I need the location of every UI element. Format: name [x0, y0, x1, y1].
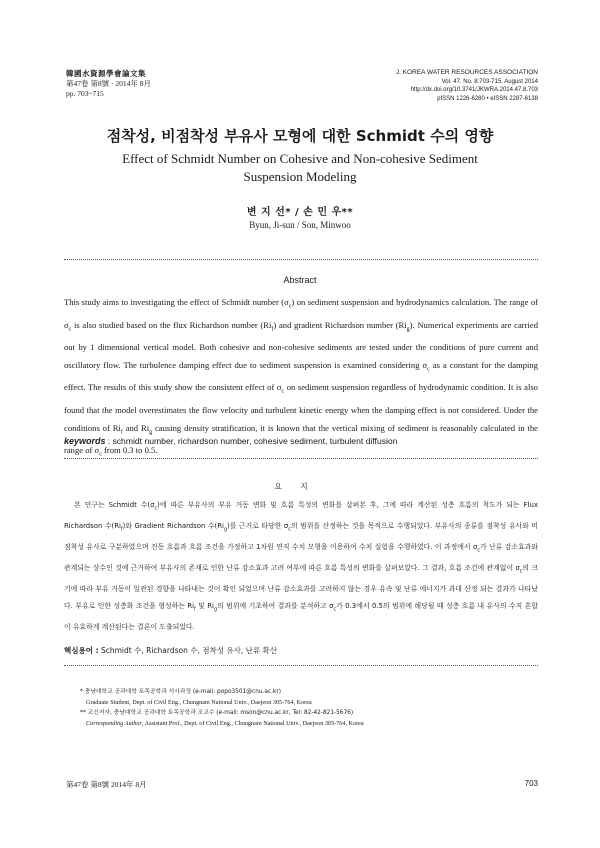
- footer-volume: 第47卷 第8號 2014年 8月: [66, 780, 147, 789]
- journal-header-korean: [66, 69, 151, 99]
- page-number: 703: [524, 779, 538, 788]
- volume-line: 第47卷 第8號 · 2014年 8月: [66, 79, 151, 88]
- footnote-1-korean: * 충남대학교 공과대학 토목공학과 석사과정 (e-mail: popo3501@cnu.ac.kr): [80, 689, 282, 695]
- keywords-line: [64, 436, 538, 446]
- journal-name: 韓國水資源學會論文集: [66, 69, 146, 78]
- divider-dotted: [64, 259, 538, 260]
- authors-english: Byun, Ji-sun / Son, Minwoo: [249, 220, 351, 230]
- journal-title-en: J. KOREA WATER RESOURCES ASSOCIATION: [395, 69, 538, 76]
- journal-header-english: [396, 69, 538, 103]
- authors-korean: 변 지 선* / 손 민 우**: [246, 207, 354, 218]
- title-english: [60, 150, 540, 186]
- footnote-2-english: Corresponding Author, Assistant Prof., Dept. of Civil Eng., Chungnam National Univ., Daejeon 305-764, Korea: [86, 719, 364, 727]
- footnote-2-korean: ** 교신저자, 충남대학교 공과대학 토목공학과 조교수 (e-mail: mson@cnu.ac.kr, Tel: 82-42-821-5676): [80, 710, 354, 716]
- keywords-korean-text: Schmidt 수, Richardson 수, 점착성 유사, 난류 확산: [98, 646, 277, 655]
- keywords-label: keywords: [64, 436, 106, 446]
- volume-en: Vol. 47. No. 8:703-715, August 2014: [441, 78, 538, 85]
- keywords-text: : schmidt number, richardson number, cohesive sediment, turbulent diffusion: [107, 436, 398, 446]
- title-korean: 점착성, 비점착성 부유사 모형에 대한 Schmidt 수의 영향: [106, 127, 494, 145]
- keywords-korean-label: 핵심용어 :: [64, 646, 99, 655]
- divider-dotted: [64, 458, 538, 459]
- footnote-1-english: Graduate Student, Dept. of Civil Eng., Chungnam National Univ., Daejeon 305-764, Korea: [86, 698, 312, 706]
- title-english-line1: Effect of Schmidt Number on Cohesive and Non-cohesive Sediment: [122, 151, 478, 166]
- abstract-heading: Abstract: [283, 275, 317, 285]
- doi-link[interactable]: http://dx.doi.org/10.3741/JKWRA.2014.47.8.703: [410, 87, 538, 93]
- author-footnotes: [80, 687, 540, 729]
- summary-body: 본 연구는 Schmidt 수$(\sigma_c)$에 따른 부유사의 부유 거동 변화 및 흐름 특성의 변화를 살펴본 후, 그에 따라 계산된 성층 흐름의 척도가 되는 Flux Richardson 수$(Ri_f)$와 Gradient Richardson 수$(Ri_g)$를 근거로 타당한 $\sigma_c$의 범위를 산정하는 것을 목적으로 수행되었다. 부유사의 종류를 점착성 유사와 비점착성 유사로 구분하였으며 진동 흐름과 흐름 조건을 가정하고 1차원 연직 수치 모형을 이용하여 수치 실험을 수행하였다. 이 과정에서 $\sigma_c$가 난류 감소효과와 관계되는 상수인 것에 근거하여 부유사의 존재로 인한 난류 감소효과 고려 여부에 따른 흐름 특성의 변화를 살펴보았다. 그 결과, 흐름 조건에 관계없이 $\sigma_c$의 크기에 따라 부유 거동이 일관된 경향을 나타내는 것이 확인 되었으며 난류 감소효과를 고려하지 않는 경우 유속 및 난류 에너지가 과대 산정 되는 결과가 나타났다. 부유로 인한 성층화 조건을 형성하는 $Ri_f$ 및 $Ri_g$의 범위에 기초하여 결과를 분석하고 $\sigma_c$가 0.3에서 0.5의 범위에 해당될 때 성층 흐름 내 유사의 수직 혼합이 유효하게 계산된다는 결론이 도출되었다.: [64, 501, 539, 632]
- keywords-korean: [64, 645, 538, 656]
- summary-heading: 요지: [274, 482, 326, 491]
- title-english-line2: Suspension Modeling: [243, 169, 357, 184]
- pages-line: pp. 703~715: [66, 89, 104, 98]
- abstract-body: This study aims to investigating the effect of Schmidt number $(\sigma_c)$ on sediment suspension and hydrodynamics calculation. The range of $\sigma_c$ is also studied based on the flux Richardson number $(Ri_f)$ and gradient Richardson number $(Ri_g)$. Numerical experiments are carried out by 1 dimensional vertical model. Both cohesive and non-cohesive sediments are tested under the conditions of pure current and oscillatory flow. The turbulence damping effect due to sediment suspension is examined considering $\sigma_c$ as a constant for the damping effect. The results of this study show the consistent effect of $\sigma_c$ on sediment suspension regardless of hydrodynamic condition. It is also found that the model overestimates the flow velocity and turbulent kinetic energy when the damping effect is not considered. Under the conditions of $Ri_f$ and $Ri_g$ causing density stratification, it is known that the vertical mixing of sediment is reasonably calculated in the range of $\sigma_c$ from 0.3 to 0.5.: [64, 297, 539, 458]
- divider-dotted: [64, 665, 538, 666]
- issn: pISSN 1226-6280 • eISSN 2287-6138: [437, 95, 538, 102]
